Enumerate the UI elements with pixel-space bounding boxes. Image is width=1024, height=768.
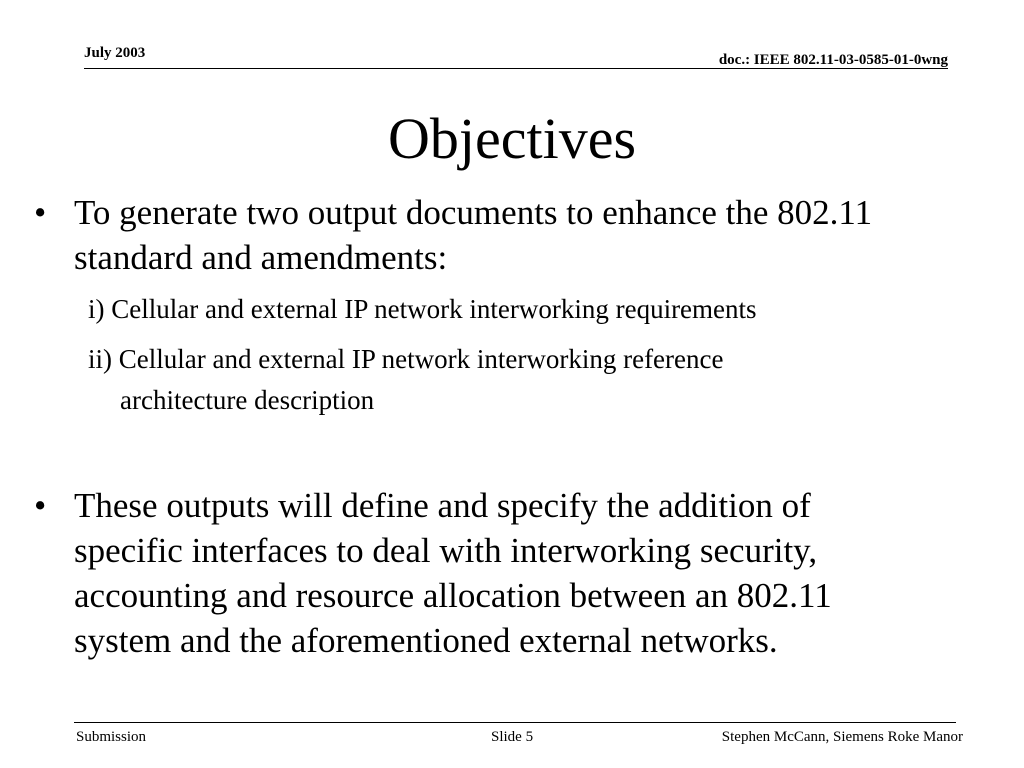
sub-item-i: i) Cellular and external IP network interworking requirements — [88, 294, 757, 324]
bullet-2-line-3: accounting and resource allocation between an 802.11 — [74, 576, 832, 615]
sub-item-ii-line-1: ii) Cellular and external IP network interworking reference — [88, 344, 724, 374]
header-divider — [84, 68, 948, 69]
bullet-2-line-2: specific interfaces to deal with interworking security, — [74, 531, 818, 570]
bullet-text-2 — [74, 483, 994, 663]
footer-submission: Submission — [76, 729, 147, 745]
sub-item-ii-line-2: architecture description — [120, 385, 375, 415]
header-date: July 2003 — [84, 45, 146, 61]
footer-divider — [74, 722, 956, 723]
footer-author: Stephen McCann, Siemens Roke Manor — [721, 729, 963, 745]
slide-title: Objectives — [387, 106, 637, 171]
bullet-2-line-1: These outputs will define and specify the addition of — [74, 486, 811, 525]
bullet-2-line-4: system and the aforementioned external networks. — [74, 621, 778, 660]
footer-slide-number: Slide 5 — [491, 729, 534, 745]
bullet-1-line-2: standard and amendments: — [74, 238, 448, 277]
bullet-1-line-1: To generate two output documents to enhance the 802.11 — [74, 193, 873, 232]
bullet-dot-icon: • — [34, 486, 47, 525]
bullet-dot-icon: • — [34, 193, 47, 232]
bullet-text-1 — [74, 190, 994, 280]
header-document-id: doc.: IEEE 802.11-03-0585-01-0wng — [718, 52, 948, 68]
